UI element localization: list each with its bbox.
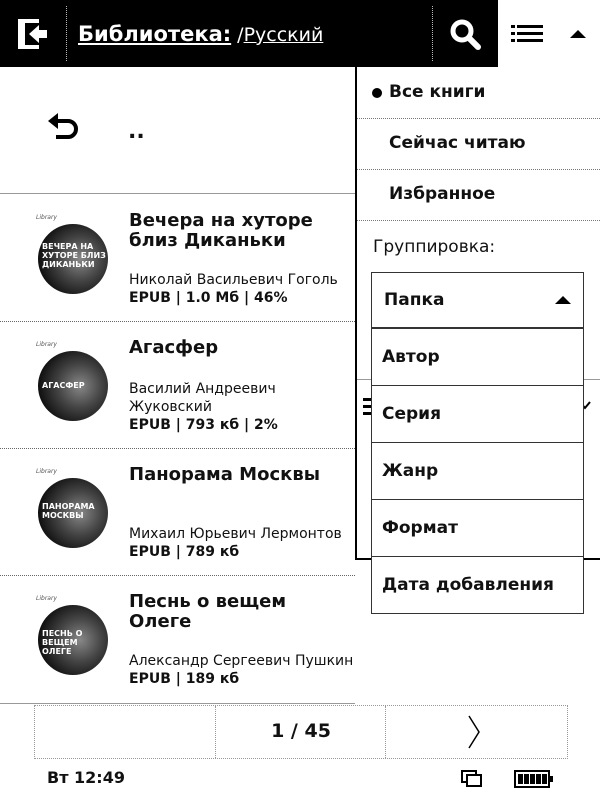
publisher-logo: Library: [36, 595, 57, 602]
clock: Вт 12:49: [47, 768, 125, 787]
book-row[interactable]: [0, 194, 355, 322]
book-row[interactable]: [0, 448, 355, 576]
menu-item-reading-now[interactable]: Сейчас читаю: [357, 118, 600, 170]
parent-folder-label: ..: [128, 119, 145, 144]
book-meta: EPUB | 789 кб: [129, 544, 240, 560]
publisher-logo: Library: [36, 468, 57, 475]
pagination-bar: [34, 705, 568, 759]
grouping-options-list: [371, 328, 584, 614]
book-author: Михаил Юрьевич Лермонтов: [129, 526, 342, 542]
book-cover: Library АГАСФЕР: [32, 341, 112, 433]
selected-bullet-icon: [372, 88, 382, 98]
book-meta: EPUB | 189 кб: [129, 671, 240, 687]
list-view-icon: [511, 24, 543, 44]
breadcrumb: [78, 22, 323, 46]
book-cover: Library ПЕСНЬ О ВЕЩЕМ ОЛЕГЕ: [32, 595, 112, 687]
exit-button[interactable]: [0, 0, 66, 67]
path-separator: /: [237, 24, 244, 46]
grouping-option-format[interactable]: Формат: [372, 500, 583, 557]
grouping-option-date-added[interactable]: Дата добавления: [382, 575, 554, 595]
grouping-option-series[interactable]: Серия: [372, 386, 583, 443]
book-meta: EPUB | 1.0 Мб | 46%: [129, 290, 288, 306]
grouping-select-value: Папка: [384, 290, 445, 310]
library-link[interactable]: Библиотека:: [78, 22, 232, 46]
grouping-option-author[interactable]: Автор: [372, 329, 583, 386]
chevron-right-icon: [467, 714, 481, 750]
header-divider: [66, 6, 67, 61]
caret-up-icon: [569, 29, 587, 39]
grouping-option-genre[interactable]: Жанр: [372, 443, 583, 500]
book-row[interactable]: [0, 321, 355, 449]
search-button[interactable]: [432, 0, 498, 67]
current-folder-link[interactable]: Русский: [243, 24, 324, 46]
book-author: Александр Сергеевич Пушкин: [129, 653, 354, 669]
status-bar: [0, 760, 600, 800]
exit-icon: [16, 17, 50, 51]
page-indicator[interactable]: 1 / 45: [271, 720, 331, 742]
book-title: Песнь о вещем Олеге: [129, 591, 287, 632]
search-icon: [448, 17, 482, 51]
grouping-label: Группировка:: [373, 237, 496, 257]
book-cover: Library ПАНОРАМА МОСКВЫ: [32, 468, 112, 560]
publisher-logo: Library: [36, 214, 57, 221]
view-menu-button[interactable]: [498, 0, 600, 67]
battery-icon: [514, 769, 554, 789]
back-arrow-icon: [46, 111, 80, 145]
caret-up-icon: [555, 296, 571, 304]
book-title: Вечера на хуторе близ Диканьки: [129, 210, 313, 251]
book-title: Агасфер: [129, 337, 219, 358]
book-row[interactable]: [0, 575, 355, 704]
next-page-button[interactable]: [385, 706, 567, 758]
publisher-logo: Library: [36, 341, 57, 348]
book-cover: Library ВЕЧЕРА НА ХУТОРЕ БЛИЗ ДИКАНЬКИ: [32, 214, 112, 306]
book-author: Николай Васильевич Гоголь: [129, 272, 338, 288]
book-title: Панорама Москвы: [129, 464, 321, 485]
grouping-select[interactable]: [371, 272, 584, 328]
header-bar: [0, 0, 600, 67]
book-author: Василий Андреевич Жуковский: [129, 381, 276, 415]
menu-item-favorites[interactable]: Избранное: [357, 169, 600, 221]
menu-item-all-books[interactable]: Все книги: [357, 67, 600, 119]
windows-icon[interactable]: [461, 770, 483, 788]
book-meta: EPUB | 793 кб | 2%: [129, 417, 278, 433]
